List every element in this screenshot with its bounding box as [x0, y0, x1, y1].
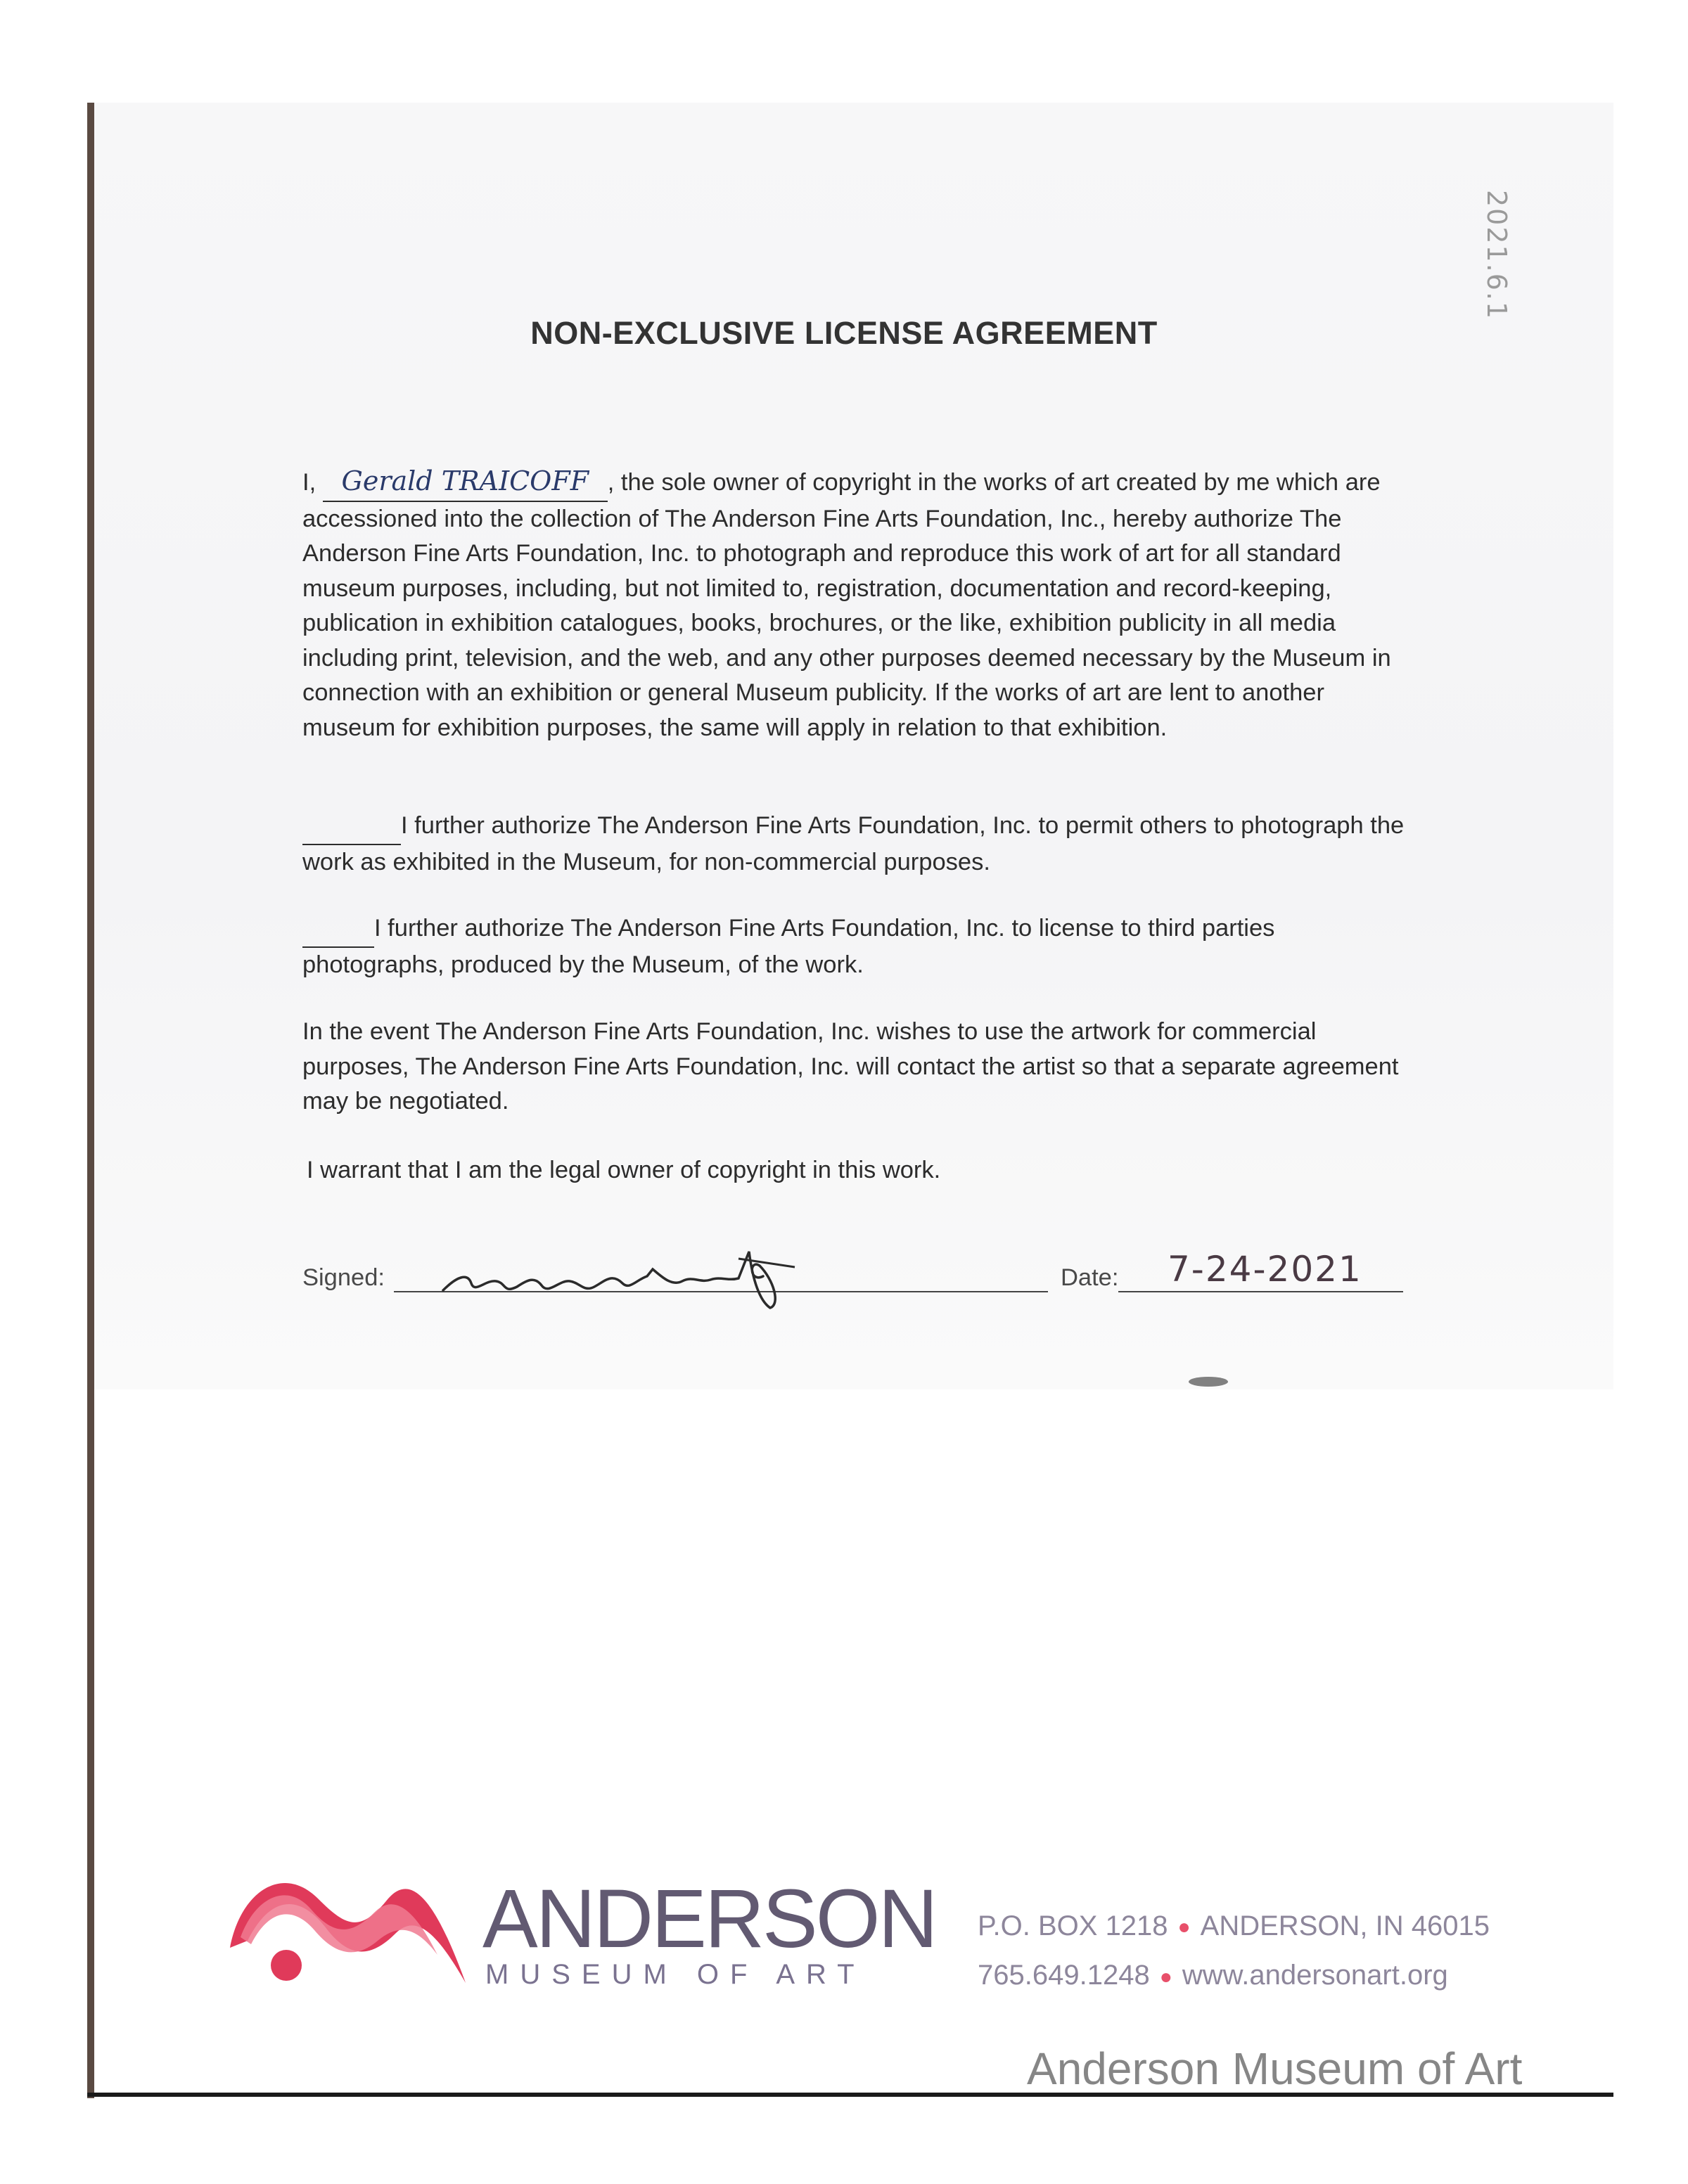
clause-license-text: I further authorize The Anderson Fine Arts Foundation, Inc. to license to third parties photographs, produced by the Museum, of the work. [302, 915, 1275, 978]
intro-prefix: I, [302, 469, 316, 496]
address-line-2 [978, 1951, 1490, 2000]
document-title: NON-EXCLUSIVE LICENSE AGREEMENT [530, 315, 1158, 351]
museum-logo [226, 1842, 936, 1990]
initial-blank-license [302, 911, 374, 948]
date-label: Date: [1061, 1264, 1119, 1291]
commercial-paragraph: In the event The Anderson Fine Arts Foundation, Inc. wishes to use the artwork for commercial purposes, The Anderson Fine Arts Foundation, Inc. will contact the artist so that a separate agreement may be negotiated. [302, 1018, 1399, 1115]
intro-paragraph [302, 464, 1421, 745]
intro-suffix: , the sole owner of copyright in the works of art created by me [607, 469, 1270, 496]
museum-address [978, 1902, 1490, 2001]
owner-name-handwritten: Gerald TRAICOFF [341, 465, 589, 496]
bullet-icon: ● [1177, 1915, 1191, 1939]
warranty-statement: I warrant that I am the legal owner of copyright in this work. [307, 1157, 941, 1183]
watermark-text: Anderson Museum of Art [1027, 2043, 1523, 2094]
clause-photograph [302, 809, 1421, 880]
po-box: P.O. BOX 1218 [978, 1910, 1168, 1941]
date-line [1118, 1291, 1403, 1292]
logo-mark-icon [226, 1849, 473, 1990]
website-url: www.andersonart.org [1182, 1960, 1448, 1991]
owner-name-field [323, 464, 608, 502]
bullet-icon: ● [1159, 1965, 1172, 1989]
paper-background [94, 103, 1613, 1389]
clause-photograph-text: I further authorize The Anderson Fine Arts Foundation, Inc. to permit others to photograph the work as exhibited in the Museum, for non-commercial purposes. [302, 812, 1405, 875]
signature-drawing [429, 1238, 823, 1315]
address-line-1 [978, 1902, 1490, 1951]
logo-name: ANDERSON [482, 1873, 936, 1965]
phone-number: 765.649.1248 [978, 1960, 1150, 1991]
intro-body: which are accessioned into the collection of The Anderson Fine Arts Foundation, Inc., hereby authorize The Anderson Fine Arts Foundation, Inc. to photograph and reproduce this work of art for all standard museum purposes, including, but not limited to, registration, documentation and record-keeping, publication in exhibition catalogues, books, brochures, or the like, exhibition publicity in all media including print, television, and the web, and any other purposes deemed necessary by the Museum in connection with an exhibition or general Museum publicity. If the works of art are lent to another museum for exhibition purposes, the same will apply in relation to that exhibition. [302, 469, 1391, 741]
logo-subtitle: MUSEUM OF ART [485, 1959, 866, 1990]
signed-label: Signed: [302, 1264, 385, 1291]
date-handwritten: 7-24-2021 [1168, 1249, 1362, 1290]
initial-blank-photograph [302, 809, 401, 845]
city-state-zip: ANDERSON, IN 46015 [1200, 1910, 1490, 1941]
accession-number: 2021.6.1 [1481, 190, 1512, 321]
scan-edge-left [87, 103, 94, 2098]
clause-license [302, 911, 1421, 982]
ink-smudge [1189, 1377, 1228, 1387]
